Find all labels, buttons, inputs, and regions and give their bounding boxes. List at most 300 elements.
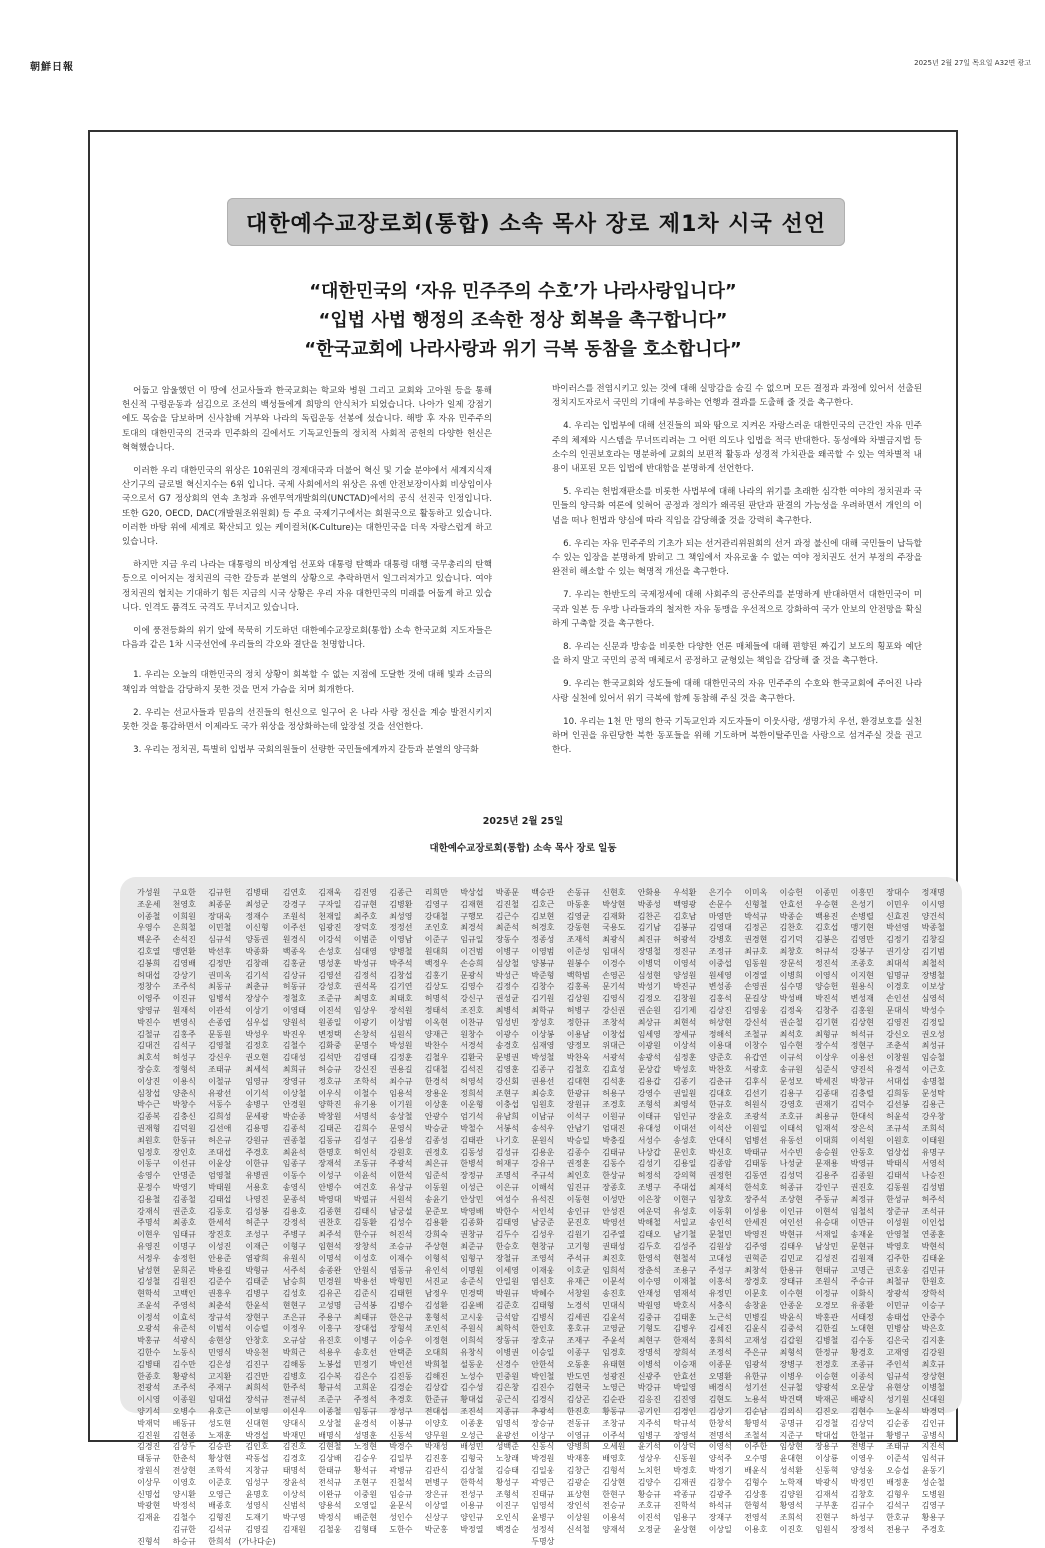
signatory-name: 문동원: [208, 1029, 232, 1039]
signatory-name: 신현호: [602, 888, 626, 897]
signatory-name: 김동연: [744, 1171, 768, 1181]
signatory-name: 황경호: [850, 1348, 874, 1358]
signatory-name: 장경호: [744, 1277, 768, 1287]
signatory-name: 박재민: [282, 1430, 306, 1440]
signatory-name: 양기석: [137, 1407, 161, 1417]
signatory-name: 이광원: [637, 1041, 661, 1051]
signatory-name: 김병우: [673, 1324, 697, 1334]
signatory-name: 허성구: [172, 1053, 196, 1063]
signatory-name: 맹연환: [172, 946, 196, 956]
signatory-name: 장은규: [424, 1489, 448, 1499]
signatory-name: 이성만: [602, 1194, 626, 1204]
signatory-name: 조정규: [708, 946, 732, 956]
signatory-name: 공기인: [637, 1407, 661, 1417]
signatory-name: 박정식: [318, 1513, 342, 1523]
signatory-name: 김현철: [318, 1442, 342, 1452]
signatory-name: 장승호: [137, 1064, 161, 1074]
signatory-name: 황성구: [495, 1477, 519, 1487]
signatory-name: 김규헌: [208, 888, 232, 897]
signatory-name: 김종철: [172, 1194, 196, 1204]
signatory-name: 이병석: [637, 1359, 661, 1369]
signatory-name: 표상현: [566, 1489, 590, 1499]
signatory-name: 김홍원: [850, 1005, 874, 1015]
signatory-name: 장덕호: [353, 923, 377, 933]
signatory-name: 엄병선: [744, 1135, 768, 1145]
signatory-name: 김상진: [708, 1005, 732, 1015]
signatory-name: 이상진: [137, 1076, 161, 1086]
signatory-name: 김진원: [137, 1430, 161, 1440]
signatory-name: 안상민: [460, 1194, 484, 1204]
signatory-name: 배종호: [208, 1501, 232, 1511]
signatory-name: 강상기: [172, 970, 196, 980]
signatory-name: 최명호: [353, 994, 377, 1004]
signatory-name: 임광진: [318, 923, 342, 933]
signatory-name: 김민규: [921, 1265, 945, 1275]
signatory-name: 백승관: [531, 888, 555, 897]
signatory-name: 서수빈: [779, 1147, 803, 1157]
signatory-name: 김대호: [708, 1088, 732, 1098]
declaration-date: 2025년 2월 25일: [482, 816, 564, 827]
signatory-name: 김영진: [886, 1017, 910, 1027]
signatory-name: 엄영철: [208, 1171, 232, 1181]
signatory-name: 김응진: [637, 1395, 661, 1405]
signatory-name: 천재일: [318, 911, 342, 921]
signatory-name: 임규석: [886, 1371, 910, 1381]
signatory-name: 유종환: [850, 1300, 874, 1310]
signatory-name: 양용석: [318, 1501, 342, 1511]
signatory-name: 장정규: [460, 1171, 484, 1181]
signatory-name: 김정수: [495, 982, 519, 992]
signatory-name: 이문석: [602, 1277, 626, 1287]
signatory-name: 이화식: [850, 1289, 874, 1299]
signatory-name: 박일영: [673, 1383, 697, 1393]
signatory-name: 김홍기: [424, 970, 448, 980]
signatory-name: 윤대현: [779, 1454, 803, 1464]
signatory-name: 박준형: [531, 970, 555, 980]
signatory-name: 양무원: [424, 1430, 448, 1440]
signatory-name: 안한석: [531, 1359, 555, 1369]
declaration-item-3: 3. 우리는 정치권, 특별히 입법부 국회의원들이 선량한 국민들에게까지 갈등과 분열의 양극화: [133, 745, 479, 756]
signatory-name: 임대식: [602, 946, 626, 956]
signatory-name: 임원식: [815, 1525, 839, 1535]
signatory-name: 나승진: [921, 1171, 945, 1181]
signatory-name: 김영길: [245, 1525, 269, 1535]
signatory-name: 민병길: [744, 1312, 768, 1322]
signatory-name: 우영수: [137, 923, 161, 933]
signatory-name: 윤경석: [353, 1418, 377, 1428]
signatory-name: 오세원: [602, 1442, 626, 1452]
signatory-name: 이승현: [815, 1371, 839, 1381]
signatory-name: 서영석: [921, 1159, 945, 1169]
signatory-name: 김순남: [744, 1407, 768, 1417]
signatory-name: 여건호: [353, 1182, 377, 1192]
signatory-name: 임현석: [318, 1241, 342, 1251]
signatory-name: 서대섭: [886, 1076, 910, 1086]
signatory-name: 조진석: [460, 1407, 484, 1417]
signatory-name: 한현구: [602, 1489, 626, 1499]
signatory-name: 배광식: [850, 1395, 874, 1405]
signatory-name: 한석호: [744, 1182, 768, 1192]
signatory-name: 한경석: [424, 1076, 448, 1086]
signatory-name: 성기원: [886, 1395, 910, 1405]
signatory-name: 이종철: [137, 911, 161, 921]
signatory-name: 심재영: [531, 1041, 555, 1051]
signatory-name: 이중섭: [708, 958, 732, 968]
signatory-name: 한태규: [318, 1466, 342, 1476]
signatory-name: 김덕수: [850, 1100, 874, 1110]
signatory-name: 전성구: [460, 1489, 484, 1499]
signatory-name: 김정석: [353, 970, 377, 980]
signatory-name: 고재영: [886, 1348, 910, 1358]
signatory-name: 서경석: [460, 1041, 484, 1051]
signatory-name: 김태식: [353, 1206, 377, 1216]
signatory-name: 박구영: [282, 1513, 306, 1523]
signatory-name: 서광석: [602, 1053, 626, 1063]
signatory-name: 이해석: [531, 1182, 555, 1192]
signatory-name: 김세진: [708, 1324, 732, 1334]
signatory-name: 양준호: [708, 1053, 732, 1063]
signatory-name: 김태윤: [921, 1253, 945, 1263]
declaration-item-5: 5. 우리는 헌법재판소를 비롯한 사법부에 대해 나라의 위기를 초래한 심각한 여야의 정치권과 국민들의 양극화 여론에 잊혀어 공정과 정의가 왜곡된 판단과 판결의 가능성을 우려하면서 개인의 이념을 떠나 헌법과 양심에 따라 직임을 감당해줄 것을 강력히 촉구한다.: [552, 487, 922, 526]
signatory-name: 김정만: [208, 958, 232, 968]
signatory-name: 이용선: [850, 1053, 874, 1063]
signatory-name: 김윤배: [460, 1300, 484, 1310]
signatory-name: 한원호: [921, 1277, 945, 1287]
signatory-name: 이진규: [172, 994, 196, 1004]
signatory-name: 노정현: [353, 1442, 377, 1452]
signatory-name: 신상구: [424, 1513, 448, 1523]
signatory-name: 박광식: [815, 1477, 839, 1487]
signatory-name: 조종호: [850, 958, 874, 968]
signatory-name: 지종규: [495, 1407, 519, 1417]
signatory-name: 김병구: [245, 1289, 269, 1299]
signatory-name: 이종민: [815, 888, 839, 897]
signatory-name: 조성구: [245, 1230, 269, 1240]
signatory-name: 문명수: [353, 1041, 377, 1051]
signatory-name: 이만규: [850, 1218, 874, 1228]
signatory-name: 이용석: [602, 1513, 626, 1523]
signatory-name: 유재근: [566, 1277, 590, 1287]
signatory-name: 김용주: [815, 1171, 839, 1181]
signatory-name: 이민우: [886, 899, 910, 909]
signatory-name: 정재명: [921, 888, 945, 897]
signatory-name: 김선봉: [886, 1100, 910, 1110]
signatory-name: 유진호: [318, 1336, 342, 1346]
signatory-name: 박정민: [850, 1477, 874, 1487]
signatory-name: 이상석: [282, 1489, 306, 1499]
signatory-name: 신동석: [389, 1430, 413, 1440]
signatory-name: 최춘석: [208, 1300, 232, 1310]
declaration-item-6: 6. 우리는 자유 민주주의 기초가 되는 선거관리위원회의 선거 과정 불신에 대해 국민들이 납득할 수 있는 입장을 분명하게 밝히고 그 책임에서 자유로울 수 없는 여야 정치권도 선거 부정의 주장을 완전히 해소할 수 있는 혁명적 개선을 촉구한다.: [552, 538, 922, 578]
signatory-name: 최수규: [389, 1076, 413, 1086]
signatory-name: 노영근: [602, 1383, 626, 1393]
signatory-name: 반도연: [566, 1371, 590, 1381]
signatory-name: 김태동: [744, 1159, 768, 1169]
signatory-name: 손창석: [353, 1029, 377, 1039]
signatory-name: 심준식: [815, 1064, 839, 1074]
signatory-name: 최학규: [531, 1005, 555, 1015]
signatory-name: 유성호: [673, 1206, 697, 1216]
signatory-name: 한병석: [460, 1159, 484, 1169]
signatory-name: 은희철: [172, 923, 196, 933]
signatory-name: 장석규: [245, 1395, 269, 1405]
signatory-name: 장영규: [282, 1076, 306, 1086]
signatory-name: [491, 1536, 525, 1548]
signatory-name: 조철석: [744, 1430, 768, 1440]
signatory-name: 민중원: [495, 1371, 519, 1381]
signatory-name: 신범석: [282, 1501, 306, 1511]
signatory-name: 최철규: [886, 1277, 910, 1287]
signatory-name: 김경식: [531, 1395, 555, 1405]
signatory-name: 최광식: [602, 935, 626, 945]
signatory-name: 김갑원: [779, 1336, 803, 1346]
signatory-name: 박승일: [566, 1135, 590, 1145]
signatory-name: 강원규: [245, 1135, 269, 1145]
signatory-name: 장세규: [673, 1029, 697, 1039]
signatory-name: 임상우: [353, 1005, 377, 1015]
signatory-name: 최석호: [779, 1029, 803, 1039]
signatory-name: 이승렬: [245, 1324, 269, 1334]
signatory-name: 이홍석: [708, 1277, 732, 1287]
signatory-name: 김성호: [282, 1289, 306, 1299]
signatory-name: 박순종: [282, 1112, 306, 1122]
signatory-name: 이형구: [282, 1241, 306, 1251]
signatory-name: 조원석: [282, 911, 306, 921]
signatory-name: 김석규: [208, 1525, 232, 1535]
signatory-name: 전광석: [137, 1383, 161, 1393]
signatory-name: 유한규: [744, 1371, 768, 1381]
signatory-name: 이문호: [744, 1289, 768, 1299]
signatory-name: [455, 1536, 488, 1548]
signatory-name: 원종일: [318, 1017, 342, 1027]
signatory-name: 서원석: [389, 1194, 413, 1204]
signatory-name: 손승희: [460, 958, 484, 968]
signatory-name: 김진동: [389, 1371, 413, 1381]
signatory-name: 박태규: [744, 1147, 768, 1157]
signatory-name: 임성구: [245, 1477, 269, 1487]
signatory-name: 이병권: [495, 1348, 519, 1358]
signatory-name: 최병석: [495, 1005, 519, 1015]
signatory-name: 문정수: [137, 1182, 161, 1192]
signatory-name: 서정우: [137, 1253, 161, 1263]
signatory-name: 김봉규: [673, 923, 697, 933]
signatory-name: 김화중: [318, 1041, 342, 1051]
signatory-name: 김재원: [282, 1525, 306, 1535]
signatory-name: 전석규: [318, 1477, 342, 1487]
signatory-name: 안영철: [886, 1230, 910, 1240]
signatory-name: 임대섭: [208, 1395, 232, 1405]
signatory-name: 이상봉: [531, 1029, 555, 1039]
signatory-name: 김용근: [921, 1100, 945, 1110]
signatory-name: 박태식: [886, 1159, 910, 1169]
signatory-name: 김종복: [137, 1112, 161, 1122]
signatory-name: 박건택: [779, 1395, 803, 1405]
signatory-name: 유호근: [208, 1407, 232, 1417]
signatory-name: 이선규: [172, 1159, 196, 1169]
signatory-name: 김형국: [460, 1454, 484, 1464]
signatory-name: 김재석: [815, 1489, 839, 1499]
signatory-name: [739, 1536, 773, 1548]
signatory-name: 원경식: [282, 935, 306, 945]
signatory-name: 장창석: [353, 1241, 377, 1251]
signatory-name: 은기수: [708, 888, 732, 897]
signatory-name: 고영균: [602, 1324, 626, 1334]
signatory-name: 나기호: [495, 1135, 519, 1145]
signatory-name: 권미옥: [208, 970, 232, 980]
signatory-name: [775, 1536, 808, 1548]
signatory-name: 은성기: [850, 899, 874, 909]
signatory-name: 문대식: [886, 1005, 910, 1015]
signatory-name: 김지훈: [921, 1336, 945, 1346]
signatory-name: 최승호: [531, 1088, 555, 1098]
signatory-name: 김수동: [850, 1336, 874, 1346]
signatory-name: 지주석: [637, 1418, 661, 1428]
signatory-name: 권오현: [245, 1053, 269, 1063]
signatory-name: 이정석: [137, 1312, 161, 1322]
signatory-name: 김은성: [208, 1359, 232, 1369]
signatory-name: 송현상: [208, 1336, 232, 1346]
signatory-name: 한규호: [708, 1100, 732, 1110]
signatory-name: 최성규: [921, 1041, 945, 1051]
signatory-name: 오수명: [744, 1454, 768, 1464]
signatory-name: 노재훈: [208, 1430, 232, 1440]
signatory-name: 이창수: [744, 1041, 768, 1051]
signatory-name: 양영규: [137, 1005, 161, 1015]
signatory-name: 강신권: [602, 1005, 626, 1015]
signatory-name: 김진오: [815, 1407, 839, 1417]
signatory-name: 조준구: [318, 1395, 342, 1405]
signatory-name: 황상현: [208, 1454, 232, 1464]
signatory-name: 이시영: [137, 1395, 161, 1405]
signatory-name: 박성호: [673, 1064, 697, 1074]
signatory-name: 한종호: [137, 1371, 161, 1381]
signatory-name: 박정석: [172, 1501, 196, 1511]
signatory-name: 임경호: [602, 1348, 626, 1358]
signatory-name: 허주석: [921, 1194, 945, 1204]
signatory-name: 박찬욱: [566, 1053, 590, 1063]
signatory-name: 박진수: [137, 1017, 161, 1027]
signatory-name: 양진석: [850, 1064, 874, 1074]
signatory-name: 김창수: [708, 1477, 732, 1487]
signatory-name: 한재석: [673, 1336, 697, 1346]
signatory-name: 장용운: [424, 1088, 448, 1098]
signatory-name: 임광석: [744, 1359, 768, 1369]
signatory-name: 조승규: [389, 1241, 413, 1251]
signatory-name: 전용구: [886, 1525, 910, 1535]
signatory-name: 오성근: [460, 1430, 484, 1440]
signatory-name: 강신구: [460, 994, 484, 1004]
signatory-name: 박한수: [495, 1206, 519, 1216]
signatory-name: 이상훈: [424, 1100, 448, 1110]
signatory-name: 서일교: [673, 1218, 697, 1228]
signatory-name: 주용구: [318, 1312, 342, 1322]
signatory-name: 이정우: [282, 1324, 306, 1334]
signatory-name: 이강석: [318, 935, 342, 945]
signatory-name: 송경호: [495, 1041, 519, 1051]
signatory-name: 박혜수: [531, 1289, 555, 1299]
signatory-name: 주규석: [531, 1171, 555, 1181]
signatory-name: 이상원: [566, 1513, 590, 1523]
signatory-name: 최성영: [389, 911, 413, 921]
signatory-list: [120, 877, 962, 1546]
signatory-name: 원재석: [172, 1005, 196, 1015]
signatory-name: 배성민: [460, 1442, 484, 1452]
signatory-name: 김정훈: [389, 1053, 413, 1063]
signatory-name: 엄기석: [460, 1112, 484, 1122]
signatory-name: 박용선: [353, 1277, 377, 1287]
signatory-name: 박진석: [815, 994, 839, 1004]
signatory-name: 박재성: [424, 1442, 448, 1452]
signatory-name: 장병구: [779, 1359, 803, 1369]
signatory-name: 노창래: [495, 1454, 519, 1464]
signatory-name: 김종원: [850, 1171, 874, 1181]
signatory-name: 안경원: [282, 1100, 306, 1110]
signatory-name: 이경열: [744, 970, 768, 980]
signatory-name: [917, 1536, 950, 1548]
signatory-name: 김정호: [245, 1041, 269, 1051]
signatory-name: 유남희: [495, 1112, 519, 1122]
signatory-name: 이용호: [744, 1525, 768, 1535]
signatory-name: 이흥민: [850, 888, 874, 897]
signatory-name: 임영석: [531, 1501, 555, 1511]
signatory-name: 김성봉: [245, 1206, 269, 1216]
signatory-name: 임원호: [531, 1100, 555, 1110]
signatory-name: 조태규: [208, 1064, 232, 1074]
signatory-name: 김형태: [353, 1525, 377, 1535]
signatory-name: 김동환: [353, 1218, 377, 1228]
signatory-name: 구부훈: [815, 1501, 839, 1511]
signatory-name: 강의혁: [673, 1171, 697, 1181]
signatory-name: 문상갑: [637, 1064, 661, 1074]
signatory-name: 김해진: [424, 1371, 448, 1381]
signatory-name: 장규석: [208, 1312, 232, 1322]
signatory-name: 이명석: [318, 1253, 342, 1263]
signatory-name: 이병덕: [637, 958, 661, 968]
signatory-name: 최용규: [815, 1112, 839, 1122]
signatory-name: 김태헌: [389, 1289, 413, 1299]
signatory-name: 주석규: [566, 1253, 590, 1263]
signatory-name: 김성우: [531, 1230, 555, 1240]
signatory-name: 김상기: [708, 1407, 732, 1417]
signatory-name: 주정석: [353, 1395, 377, 1405]
signatory-name: 원용식: [850, 982, 874, 992]
signatory-name: 김은창: [495, 1383, 519, 1393]
signatory-name: 노동식: [172, 1348, 196, 1358]
signatory-name: 공근식: [495, 1395, 519, 1405]
signatory-name: 이병구: [495, 946, 519, 956]
signatory-name: 현학석: [137, 1289, 161, 1299]
signatory-name: 지창규: [245, 1466, 269, 1476]
signatory-name: 이원호: [886, 1135, 910, 1145]
signatory-name: 이영규: [566, 1430, 590, 1440]
signatory-name: 안성진: [602, 1206, 626, 1216]
signatory-name: 한호규: [886, 1513, 910, 1523]
signatory-name: 이석산: [708, 1123, 732, 1133]
signatory-name: 김석구: [886, 1501, 910, 1511]
signatory-name: 김용운: [531, 1147, 555, 1157]
signatory-name: 문재용: [815, 1159, 839, 1169]
signatory-name: 김정욱: [779, 1005, 803, 1015]
signatory-name: 김영대: [708, 923, 732, 933]
signatory-name: 배경식: [708, 1383, 732, 1393]
signatory-name: 전대섭: [424, 1407, 448, 1417]
signatory-name: 김선애: [208, 1123, 232, 1133]
signatory-name: 김진구: [245, 1359, 269, 1369]
signatory-name: 한진호: [566, 1407, 590, 1417]
signatory-name: 김덕원: [172, 1123, 196, 1133]
signatory-name: 권태성: [602, 1241, 626, 1251]
signatory-name: 문세광: [245, 1112, 269, 1122]
